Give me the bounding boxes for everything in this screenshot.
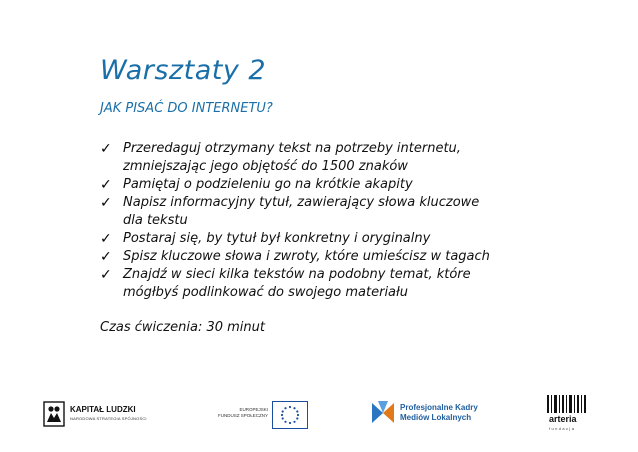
pkml-logo [370, 397, 510, 429]
eu-fund-text [210, 407, 268, 419]
slide-title: Warsztaty 2 [100, 55, 267, 86]
kapital-ludzki-logo [42, 400, 152, 430]
eu-fund-line1: EUROPEJSKI [239, 407, 268, 412]
kapital-ludzki-sub: NARODOWA STRATEGIA SPÓJNOŚCI [70, 416, 147, 421]
task-text: dla tekstu [123, 213, 188, 228]
task-item [100, 266, 540, 302]
arteria-sub: fundacja [549, 426, 576, 431]
eu-fund-line2: FUNDUSZ SPOŁECZNY [217, 413, 268, 418]
task-item [100, 230, 540, 248]
task-list [100, 140, 540, 302]
eu-flag-icon [272, 401, 308, 429]
barcode-icon [547, 395, 587, 413]
task-text: Postaraj się, by tytuł był konkretny i oryginalny [123, 231, 431, 246]
check-icon: ✓ [100, 177, 112, 193]
pkml-line1: Profesjonalne Kadry [400, 403, 478, 412]
kapital-ludzki-name: KAPITAŁ LUDZKI [70, 405, 136, 414]
slide-subtitle: JAK PISAĆ DO INTERNETU? [100, 101, 273, 116]
footer-logos [0, 385, 638, 440]
pkml-emblem-icon [370, 399, 396, 427]
task-item [100, 176, 540, 194]
task-item [100, 140, 540, 176]
exercise-duration: Czas ćwiczenia: 30 minut [100, 320, 265, 335]
task-text: mógłbyś podlinkować do swojego materiału [123, 285, 408, 300]
check-icon: ✓ [100, 249, 112, 265]
task-item [100, 194, 540, 230]
pkml-text [400, 403, 478, 423]
eu-fund-logo [210, 397, 310, 431]
task-item [100, 248, 540, 266]
check-icon: ✓ [100, 267, 112, 283]
task-text: Spisz kluczowe słowa i zwroty, które umieścisz w tagach [123, 249, 490, 264]
check-icon: ✓ [100, 141, 112, 157]
check-icon: ✓ [100, 231, 112, 247]
task-text: Pamiętaj o podzieleniu go na krótkie akapity [123, 177, 413, 192]
task-text: Przeredaguj otrzymany tekst na potrzeby internetu, [123, 141, 461, 156]
pkml-line2: Mediów Lokalnych [400, 413, 472, 422]
check-icon: ✓ [100, 195, 112, 211]
task-text: zmniejszając jego objętość do 1500 znaków [123, 159, 408, 174]
task-text: Znajdź w sieci kilka tekstów na podobny temat, które [123, 267, 471, 282]
task-text: Napisz informacyjny tytuł, zawierający słowa kluczowe [123, 195, 480, 210]
arteria-name: arteria [549, 414, 577, 424]
kapital-ludzki-emblem-icon [42, 400, 66, 428]
arteria-logo [545, 395, 595, 433]
